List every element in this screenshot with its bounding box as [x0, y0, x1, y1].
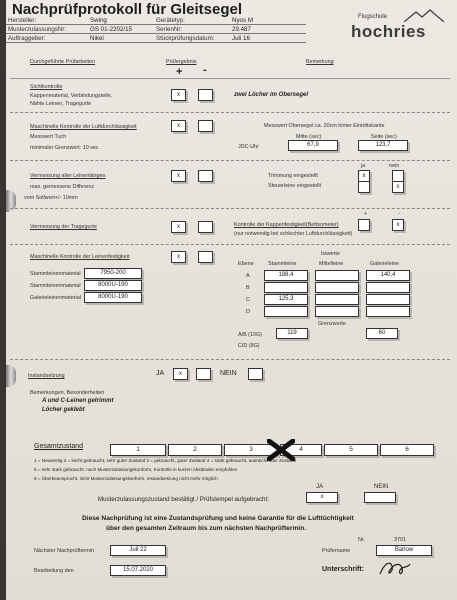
grade-6-box[interactable]: 6 — [380, 444, 434, 456]
ab-stamm-field[interactable]: 119 — [276, 328, 308, 339]
hersteller-label: Hersteller: — [6, 16, 88, 25]
festigkeit-plus-checkbox[interactable]: x — [171, 251, 186, 263]
datum-label: Bearbeitung den — [34, 568, 74, 574]
luft-line2: minimaler Grenzwert: 10 sec — [30, 145, 99, 151]
col-minus: - — [203, 64, 207, 76]
tragegurte-title: Vermessung der Tragegurte — [30, 224, 97, 230]
sichtkontrolle-note: zwei Löcher im Obersegel — [234, 92, 309, 98]
kappen-minus-label: - — [398, 211, 400, 217]
ebene-c: C — [246, 297, 250, 303]
leinen-ja-label: ja — [361, 163, 366, 169]
seriennr-value: 29.487 — [230, 25, 306, 34]
confirm-ja-label: JA — [316, 484, 324, 490]
hersteller-value: Swing — [88, 16, 154, 25]
material-field[interactable]: 8000U-190 — [84, 280, 142, 291]
sichtkontrolle-line2: Nähte Leinen, Tragegurte — [30, 101, 92, 107]
mittel-d-field[interactable] — [315, 306, 359, 317]
luft-seite-label: Seite (sec) — [371, 134, 397, 140]
kappen-minus-checkbox[interactable]: x — [392, 219, 404, 231]
nr-value: 3701 — [394, 537, 406, 543]
luft-title: Maschinelle Kontrolle der Luftdurchlässigkeit — [30, 124, 137, 130]
mittel-c-field[interactable] — [315, 294, 359, 305]
col-plus: + — [176, 66, 183, 78]
instandsetzung-ja-label: JA — [156, 370, 165, 377]
ab-label: A/B (10G) — [238, 332, 262, 338]
material-field[interactable]: 8000U-190 — [84, 292, 142, 303]
confirm-nein-label: NEIN — [374, 484, 389, 490]
ebene-header: Ebene — [238, 261, 254, 267]
mountain-logo-icon — [404, 8, 444, 22]
pruefername-field[interactable]: Barlow — [376, 545, 432, 556]
luft-minus-checkbox[interactable] — [198, 120, 213, 132]
luft-mitte-field[interactable]: 67,9 — [288, 140, 338, 151]
instandsetzung-title: Instandsetzung — [28, 373, 65, 379]
steuerleine-nein-checkbox[interactable]: x — [392, 181, 404, 193]
leinen-line2: vom Sollwert+/- 10mm — [24, 195, 78, 201]
signature — [378, 556, 412, 580]
galerie-a-field[interactable]: 140,4 — [366, 270, 410, 281]
material-field[interactable]: 7950-200 — [84, 268, 142, 279]
festigkeit-minus-checkbox[interactable] — [198, 251, 213, 263]
binder-ring — [6, 365, 16, 387]
gesamtzustand-title: Gesamtzustand — [34, 443, 84, 450]
leinen-title: Vermessung aller Leinenlängen — [30, 173, 106, 179]
kappen-plus-checkbox[interactable] — [358, 219, 370, 231]
divider — [10, 160, 450, 161]
stueckpruefung-value: Juli 16 — [230, 34, 306, 43]
sichtkontrolle-plus-checkbox[interactable]: x — [171, 89, 186, 101]
mittel-header: Mittelleine — [319, 261, 344, 267]
ebene-b: B — [246, 285, 250, 291]
galerie-b-field[interactable] — [366, 282, 410, 293]
leinen-minus-checkbox[interactable] — [198, 170, 213, 182]
leinen-plus-checkbox[interactable]: x — [171, 170, 186, 182]
grade-3-box[interactable]: 3 — [224, 444, 278, 456]
mittel-b-field[interactable] — [315, 282, 359, 293]
ab-galerie-field[interactable]: 60 — [366, 328, 398, 339]
leinen-line1: max. gemessene Differenz — [30, 184, 95, 190]
steuerleine-label: Steuerleine eingestellt — [268, 183, 322, 189]
material-label: Galerieleinenmaterial — [30, 295, 81, 301]
col-pruefarbeiten: Durchgeführte Prüfarbeiten — [30, 59, 96, 65]
cd-label: C/D (8G) — [238, 343, 260, 349]
sichtkontrolle-title: Sichtkontrolle — [30, 84, 63, 90]
luft-jdc-label: JDC-Uhr — [238, 144, 259, 150]
naechster-field[interactable]: Juli 22 — [110, 545, 166, 556]
stamm-a-field[interactable]: 188,4 — [264, 270, 308, 281]
grade-1-box[interactable]: 1 — [110, 444, 166, 456]
galerie-c-field[interactable] — [366, 294, 410, 305]
disclaimer-line1: Diese Nachprüfung ist eine Zustandsprüfung und keine Garantie für die Lufttüchtigkeit — [82, 515, 354, 522]
bemerkungen-title: Bemerkungen, Besonderheiten — [30, 390, 105, 396]
protocol-page — [6, 0, 457, 600]
divider — [10, 208, 450, 209]
ebene-d: D — [246, 309, 250, 315]
istwerte-label: Istwerte — [321, 251, 340, 257]
stamm-c-field[interactable]: 125,3 — [264, 294, 308, 305]
bemerkungen-line2: Löcher geklebt — [42, 407, 85, 413]
divider — [10, 359, 450, 360]
sichtkontrolle-minus-checkbox[interactable] — [198, 89, 213, 101]
stamm-d-field[interactable] — [264, 306, 308, 317]
stamm-b-field[interactable] — [264, 282, 308, 293]
instandsetzung-x-checkbox[interactable] — [196, 368, 211, 380]
leinen-nein-label: nein — [389, 163, 400, 169]
steuerleine-ja-checkbox[interactable] — [358, 181, 370, 193]
col-pruefergebnis: Prüfergebnis — [166, 59, 197, 65]
divider — [10, 244, 450, 245]
divider — [10, 78, 450, 79]
luft-mitte-label: Mitte (sec) — [296, 134, 322, 140]
nr-label: Nr. — [358, 537, 365, 543]
musterzulassung-value: GS 01-2202/15 — [88, 25, 154, 34]
header-table — [6, 16, 306, 43]
geraetetyp-label: Gerätetyp: — [154, 16, 230, 25]
kappen-title: Kontrolle der Kappenfestigkeit(Bettsometer) — [234, 222, 339, 228]
material-label: Stammleinenmaterial — [30, 271, 81, 277]
luft-messwert-label: Messwert Obersegel ca. 20cm hinter Eintrittskante — [264, 123, 385, 129]
tragegurte-plus-checkbox[interactable]: x — [171, 221, 186, 233]
geraetetyp-value: Nyos M — [230, 16, 306, 25]
trimmung-ja-checkbox[interactable]: x — [358, 170, 370, 182]
unterschrift-label: Unterschrift: — [322, 566, 365, 573]
kappen-sub: (nur notwendig bei schlechter Luftdurchlässigkeit) — [234, 231, 353, 237]
bemerkungen-line1: A und C-Leinen getrimmt — [42, 398, 114, 404]
trimmung-label: Trimmung eingestellt — [268, 173, 318, 179]
document-title: Nachprüfprotokoll für Gleitsegel — [12, 1, 243, 18]
mittel-a-field[interactable] — [315, 270, 359, 281]
kappen-plus-label: + — [364, 211, 368, 217]
confirm-nein-checkbox[interactable] — [364, 492, 396, 503]
gesamtzustand-legend3: 6 = Überbeansprucht, nicht Musterzulassungskonform, Instandsetzung nicht mehr möglich — [34, 476, 218, 481]
gesamtzustand-legend1: 1 = Neuwertig 2 = leicht gebraucht, sehr guter Zustand 3 = gebraucht, guter Zustand 4 = stark gebraucht, ausreichender Zustand — [34, 458, 296, 463]
divider — [10, 112, 450, 113]
auftraggeber-value: Nikel — [88, 34, 154, 43]
confirm-ja-checkbox[interactable]: x — [306, 492, 338, 503]
luft-plus-checkbox[interactable]: x — [171, 120, 186, 132]
instandsetzung-nein-label: NEIN — [220, 370, 237, 377]
stueckpruefung-label: Stückprüfungsdatum: — [154, 34, 230, 43]
auftraggeber-label: Auftraggeber: — [6, 34, 88, 43]
tragegurte-minus-checkbox[interactable] — [198, 221, 213, 233]
musterzulassung-label: MusterzulassungsNr: — [6, 25, 88, 34]
disclaimer-line2: über den gesamten Zeitraum bis zum nächsten Nachprüftermin. — [106, 525, 307, 532]
pruefername-label: Prüfername — [322, 548, 351, 554]
instandsetzung-ja-checkbox[interactable]: x — [173, 368, 188, 380]
grade-4-box[interactable]: 4 — [280, 444, 322, 456]
galerie-header: Galerieleine — [370, 261, 399, 267]
ebene-a: A — [246, 273, 250, 279]
grenzwerte-label: Grenzwerte — [318, 321, 346, 327]
luft-seite-field[interactable]: 123,7 — [358, 140, 408, 151]
col-bemerkung: Bemerkung — [306, 59, 334, 65]
galerie-d-field[interactable] — [366, 306, 410, 317]
luft-line1: Messwert Tuch — [30, 134, 67, 140]
grade-5-box[interactable]: 5 — [324, 444, 378, 456]
logo-name: hochries — [351, 22, 426, 41]
festigkeit-title: Maschinelle Kontrolle der Leinenfestigkeit — [30, 254, 130, 260]
grade-2-box[interactable]: 2 — [168, 444, 222, 456]
datum-field[interactable]: 15.07.2020 — [110, 565, 166, 576]
sichtkontrolle-line1: Kappenmaterial, Verbindungsteile, — [30, 93, 113, 99]
seriennr-label: SerienNr: — [154, 25, 230, 34]
naechster-label: Nächster Nachprüftermin — [34, 548, 94, 554]
stamm-header: Stammleine — [268, 261, 297, 267]
instandsetzung-nein-checkbox[interactable] — [248, 368, 263, 380]
gesamtzustand-legend2: 5 = sehr stark gebraucht, noch Musterzulassungskonform, Kontrolle in kurzen Abständen empfohlen — [34, 467, 238, 472]
material-label: Stammleinenmaterial — [30, 283, 81, 289]
confirm-label: Musterzulassungszustand bestätigt / Prüfstempel aufgebracht: — [98, 496, 269, 503]
logo-subtitle: Flugschule — [358, 14, 388, 20]
